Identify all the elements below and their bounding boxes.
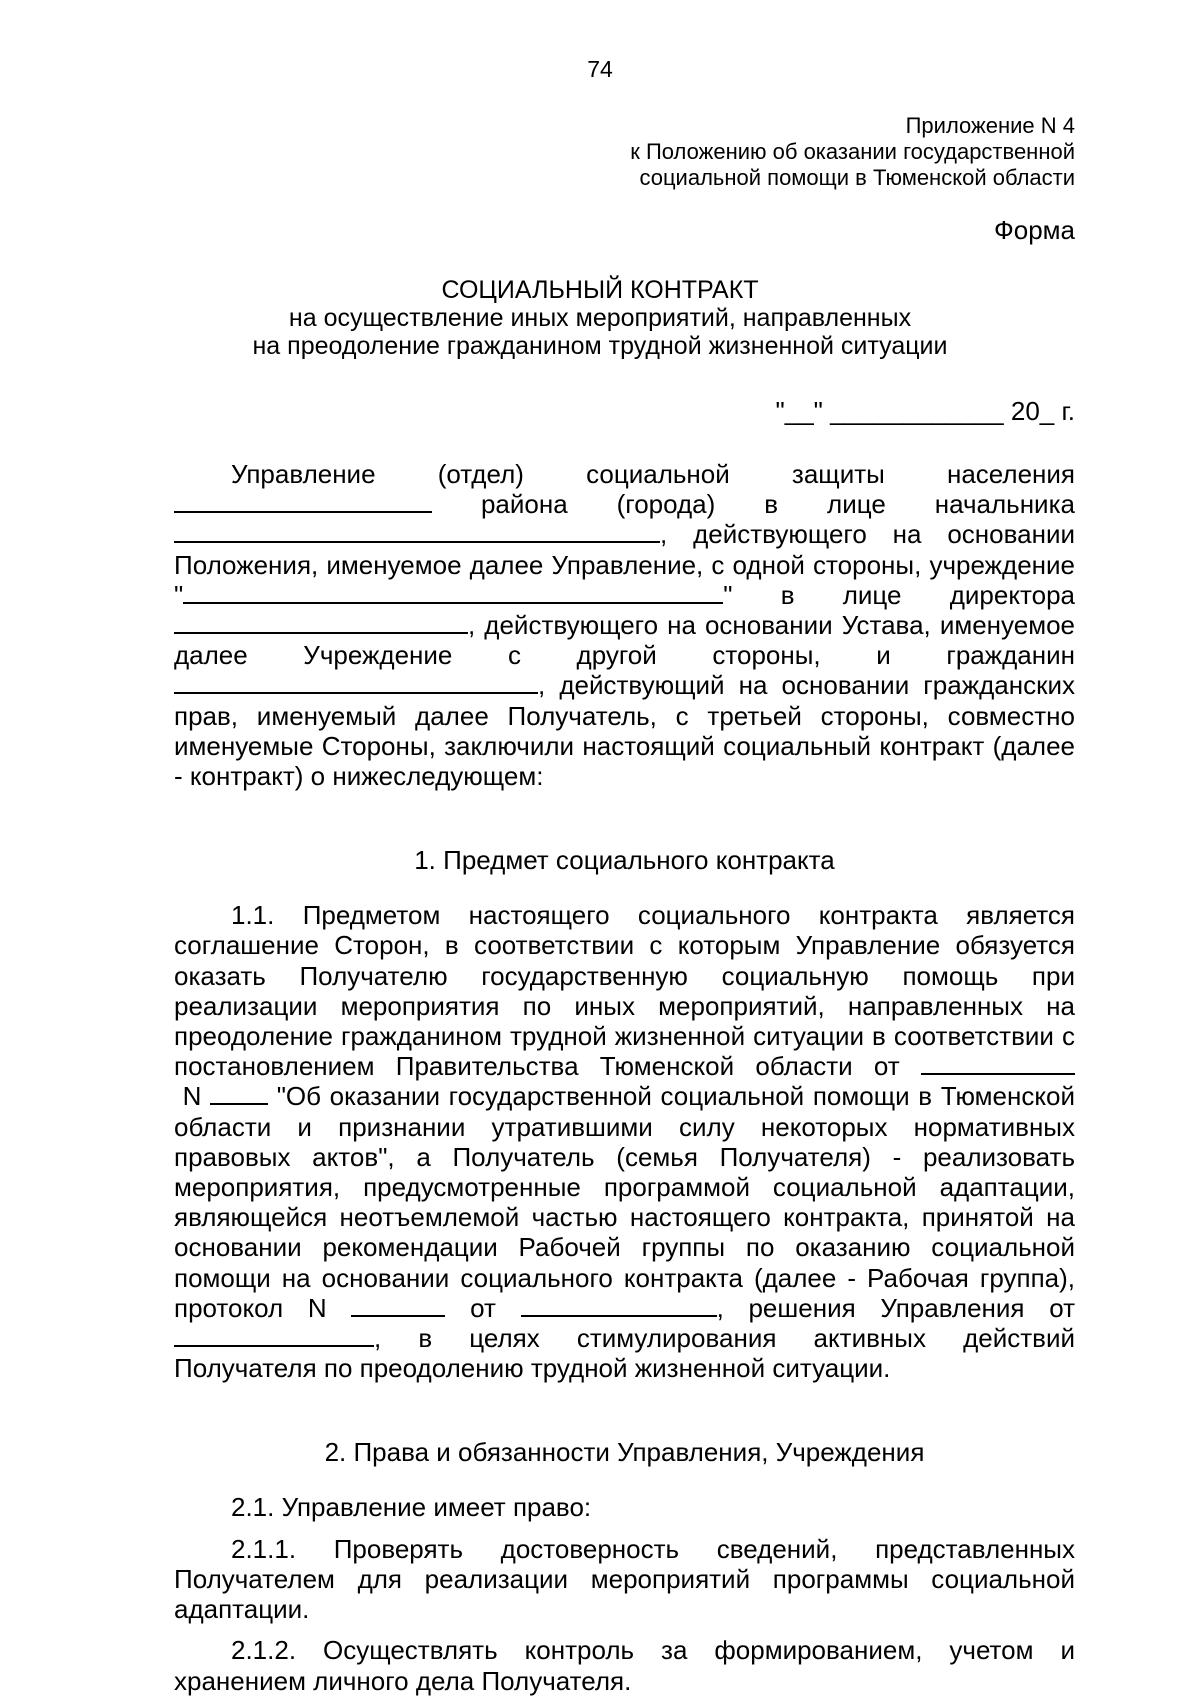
blank-decision-date xyxy=(174,1323,374,1347)
blank-director-name xyxy=(174,610,468,634)
p1-1-text-1: 1.1. Предметом настоящего социального контракта является соглашение Сторон, в соответствии с которым Управление обязуется оказать Получателю государственную социальную помощь при реализации мероприятия по иных мероприятий, направленных на преодоление гражданином трудной жизненной ситуации в соответствии с постановлением Правительства Тюменской области от xyxy=(174,900,1075,1082)
intro-text-2: района (города) в лице начальника xyxy=(432,489,1075,520)
p1-1-text-4: от xyxy=(445,1292,521,1323)
intro-text-1: Управление (отдел) социальной защиты населения xyxy=(231,459,1075,489)
blank-citizen-name xyxy=(174,670,538,694)
intro-text-5: , действующего на основании Устава, именуемое далее Учреждение с другой стороны, и гражданин xyxy=(174,610,1075,671)
section-2-heading: 2. Права и обязанности Управления, Учреждения xyxy=(324,1437,925,1468)
blank-decree-number xyxy=(210,1081,268,1105)
blank-protocol-date xyxy=(521,1293,717,1317)
blank-decree-date xyxy=(921,1051,1075,1075)
date-line: "__" ____________ 20_ г. xyxy=(775,396,1075,426)
p1-1-text-5: , решения Управления от xyxy=(716,1292,1075,1323)
blank-district xyxy=(174,489,432,513)
appendix-line-1: Приложение N 4 xyxy=(905,113,1075,138)
intro-paragraph xyxy=(174,459,1075,791)
p1-1-text-3: "Об оказании государственной социальной помощи в Тюменской области и признании утратившими силу некоторых нормативных правовых актов", а Получатель (семья Получателя) - реализовать мероприятия, предусмотренные программой социальной адаптации, являющейся неотъемлемой частью настоящего контракта, принятой на основании рекомендации Рабочей группы по оказанию социальной помощи на основании социального контракта (далее - Рабочая группа), протокол N xyxy=(174,1081,1075,1323)
p1-1-text-6: , в целях стимулирования активных действий Получателя по преодолению трудной жизненной ситуации. xyxy=(174,1323,1075,1384)
paragraph-2-1: 2.1. Управление имеет право: xyxy=(231,1492,592,1523)
appendix-line-3: социальной помощи в Тюменской области xyxy=(639,165,1075,190)
document-body xyxy=(174,459,1075,1696)
form-label: Форма xyxy=(993,215,1075,245)
appendix-line-2: к Положению об оказании государственной xyxy=(630,139,1075,164)
intro-text-6: , действующий на основании гражданских прав, именуемый далее Получатель, с третьей стороны, совместно именуемые Стороны, заключили настоящий социальный контракт (далее - контракт) о нижеследующем: xyxy=(174,670,1075,792)
blank-head-name xyxy=(174,519,660,543)
blank-protocol-number xyxy=(351,1293,445,1317)
title-main: СОЦИАЛЬНЫЙ КОНТРАКТ xyxy=(441,276,759,304)
paragraph-2-1-1: 2.1.1. Проверять достоверность сведений, представленных Получателем для реализации мероприятий программы социальной адаптации. xyxy=(174,1533,1075,1625)
document-title xyxy=(0,276,1200,360)
paragraph-1-1 xyxy=(174,900,1075,1383)
paragraph-2-1-2: 2.1.2. Осуществлять контроль за формированием, учетом и хранением личного дела Получателя. xyxy=(174,1635,1075,1696)
appendix-note xyxy=(630,113,1075,191)
intro-text-3: , действующего на основании Положения, именуемое далее Управление, с одной стороны, учреждение " xyxy=(174,519,1075,610)
title-subtitle-1: на осуществление иных мероприятий, направленных xyxy=(288,304,912,332)
section-1-heading: 1. Предмет социального контракта xyxy=(414,845,835,876)
intro-text-4: " в лице директора xyxy=(723,579,1075,610)
blank-institution xyxy=(183,580,723,604)
page-number: 74 xyxy=(587,56,613,82)
title-subtitle-2: на преодоление гражданином трудной жизненной ситуации xyxy=(252,332,948,360)
p1-1-text-2: N xyxy=(174,1081,211,1112)
